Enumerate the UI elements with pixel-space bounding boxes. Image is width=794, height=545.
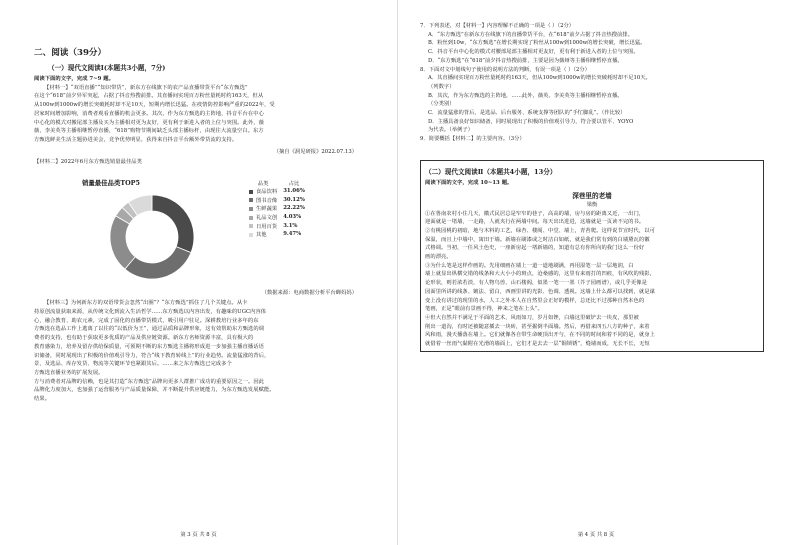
question-8-options <box>420 74 764 135</box>
text-line: 削出一道沟，有时还被随意插去一块砖，甚至掘倒半面墙。然后，再借来四五八方的种子，来着 <box>425 323 650 330</box>
text-line: （列数字） <box>428 83 455 90</box>
legend-label: 图书音像 <box>256 197 278 204</box>
text-line: 笔画，正是“眼前有景画不得，神来之笔在上头”。 <box>425 306 543 313</box>
legend-swatch <box>249 224 253 228</box>
text-line: 在这个“618”前夕异军突起，占据了抖音热搜前排。其直播间实现百万粉丝量耗时约163天，但从 <box>34 93 264 100</box>
text-line: A．其直播间实现百万粉丝量耗时约163天，但从100w到1000w的增长突破耗时却不足10天。 <box>428 75 651 82</box>
legend-row <box>246 187 308 196</box>
text-line: 变上没有讲过的现里的水，人工之外本人在自然里会正好的模样，总还比不过那种自然本色的 <box>425 297 645 304</box>
legend-label: 日用百货 <box>256 223 278 230</box>
reading-two-box <box>420 160 764 352</box>
instruction-two: 阅读下面的文字，完成 10~13 题。 <box>425 179 513 186</box>
donut-slice-图书音像 <box>125 247 191 279</box>
text-line: ④但大自然并不满足于平面的艺术，风雨如刀，岁月如锉，白墙这里破铲去一块皮，那里被 <box>425 314 639 321</box>
section-title: 二、阅读（39分） <box>34 48 107 58</box>
text-line: 方甄选在选品工作上逃离了以往的“以低价为王”，通过品质和品牌形象，这有效帮助东方甄选的调 <box>34 326 265 333</box>
legend-value: 30.12% <box>283 196 305 203</box>
text-line: 中心化的模式对搬尾部主播及买为主播相对更为友好，更有利于新进入者的上位与突围。此外，薇 <box>34 119 264 126</box>
material-three <box>34 299 375 403</box>
story-author: 梁衡 <box>586 201 598 208</box>
material-one-source: （摘自《洞见研报》2022.07.13） <box>273 148 357 155</box>
legend-label: 食品饮料 <box>256 189 278 196</box>
text-line: 景，及选品、库存发货、物流等关键环节也紧跟其后。……来之东方甄选已完成多个 <box>34 361 232 368</box>
text-line: 论形状，则若浓若淡，有人物鸟兽、山石楼阁，似墨一笔一一墨（芥子园画谱），或几乎更像是 <box>425 280 647 287</box>
text-line: 为代表。（举例子） <box>428 127 474 134</box>
subsection-two-title: （二）现代文阅读Ⅱ（本题共4小题，13分） <box>425 167 557 176</box>
legend-row <box>246 230 308 239</box>
text-line: 园面里所讲的线条、皴法、留白，西画里讲的光影、色调、透视。这墙上什么都可以找到，就是谋 <box>425 288 655 295</box>
text-line: 持原创流量获取来源，从传统文化到流入生活哲学……东方甄选以内容出发，有趣味的UGC内容体 <box>34 309 267 316</box>
question-7-options <box>420 31 764 66</box>
text-line: C．流量猛涨的背后，是选品、后台服务、系统支撑等团队的“手忙脚乱”。（作比较） <box>428 110 626 117</box>
chart-title: 销量最佳品类TOP5 <box>82 179 140 188</box>
chart-legend <box>246 178 308 238</box>
text-line: 费者的支持，也有助于获取更多优质的产品及供应链资源。新东方名师资源丰富，具有极大的 <box>34 335 254 342</box>
legend-swatch <box>249 233 253 237</box>
legend-row <box>246 221 308 230</box>
text-line: 居家时间增加影响，消费者观看直播的机会更多。其次，作为东方甄选的主阵地，抖音平台在中心 <box>34 110 264 117</box>
legend-value: 31.06% <box>283 188 305 195</box>
text-line: B．粉丝到10w，“东方甄选”在增长期实现了粉丝从100w到1000w的增长突破，增长迅猛。 <box>428 40 646 47</box>
text-line: 式格调。当初，一任风土色史，一座新房起一堵新墙的，知道有总有你所向的我门这么一份好 <box>425 245 645 252</box>
answer-space <box>420 144 764 158</box>
legend-value: 4.03% <box>283 214 302 220</box>
text-line: 【材料一】“双语直播”“知识带货”，新东方在线旗下的农产品直播带货平台“东方甄选” <box>44 84 248 91</box>
text-line: 风和雨，漫天播落在墙上。它们就像各自带生命硬顶出开与，在不同的时间和着不同的是，就身上 <box>425 332 655 339</box>
text-line: 教育感染力，培养及留存供给保质量，可预期不断的东方甄选主播将形成进一步加强主播直播话语 <box>34 343 264 350</box>
text-line: B．其次，作为东方甄选的主阵地，……此外，薇英、李美英等主播相继暂停直播。 <box>428 92 623 99</box>
material-one <box>34 84 375 145</box>
text-line: C．抖音平台中心化的模式对腰部尾部主播相对更友好，更有利于新进入者的上位与突围。 <box>428 49 639 56</box>
legend-value: 9.47% <box>283 231 302 238</box>
legend-header-category: 品类 <box>257 180 269 187</box>
text-line: 心，融合教育、助农元素，完成了固化的直播带货模式，吸引用户驻足。深耕教培行业多年的东 <box>34 317 259 324</box>
question-7: 7．下列表述，对【材料一】内容理解不正确的一项是（ ）（2分） <box>420 23 575 29</box>
text-line: 结果。 <box>34 396 51 403</box>
legend-swatch <box>249 216 253 220</box>
right-page <box>397 0 794 545</box>
legend-label: 生鲜蔬果 <box>256 206 278 213</box>
donut-slice-生鲜蔬果 <box>110 216 135 269</box>
text-line: D．“东方甄选”在“618”前夕抖音热搜前排，主要是因为薇娅等主播相继暂停直播。 <box>428 57 623 64</box>
legend-label: 礼品文创 <box>256 215 278 221</box>
text-line: 画的漂亮。 <box>425 254 452 261</box>
legend-header-share: 占比 <box>288 180 300 187</box>
donut-slice-食品饮料 <box>152 195 194 253</box>
story-body <box>425 210 759 349</box>
text-line: （分类别） <box>428 101 455 108</box>
legend-row <box>246 213 308 222</box>
text-line: D．主播具备良好知识储备，同时展现出了积极的价值观引导力，符合要以管平、YOYO <box>428 118 634 125</box>
legend-value: 22.22% <box>283 205 305 212</box>
question-8: 8．下面对文中划线句子使用的说明方法的判断，有误一项是（ ）（2分） <box>420 66 590 73</box>
donut-chart <box>72 182 232 292</box>
text-line: 方甄选鲜美生活主题协进美会，竞争优势明显，获得来自抖音平台额外带货流的支持。 <box>34 136 238 143</box>
legend-swatch <box>249 207 253 211</box>
chart-source: （数据来源：电商数据分析平台蝉妈妈） <box>261 290 357 297</box>
page-footer-left: 第 3 页 共 8 页 <box>180 532 217 538</box>
text-line: 薇，李美英等主播相继暂停直播，“618”购物节期间缺乏头部主播标杆，由现往大流量空白。东方 <box>34 128 264 135</box>
material-two-title: 【材料二】2022年6月东方甄选销量最佳品类 <box>34 158 142 165</box>
subsection-title: （一）现代文阅读Ⅰ(本题共3小题，7分) <box>48 64 166 72</box>
text-line: ②有桃园桃的初暗，地与木料的工艺，绿杏、楼阁、中堂、墙上，青苔爬。这样说节宣时代，以可 <box>425 227 655 234</box>
text-line: 方与消费者对品牌的信赖，也是其打造“东方甄选”品牌向更多人群推广成功的重要原因之一。因此 <box>34 378 265 385</box>
instruction: 阅读下面的文字，完成 7~9 题。 <box>34 76 114 82</box>
page-footer-right: 第 4 页 共 8 页 <box>577 532 615 538</box>
text-line: 迎面就是一堵墙，一走路，人就夹行在两墙中间。每天出出进进，这墙就是一页读不完的书。 <box>425 219 645 226</box>
text-line: 品牌化力度加大，也加强了运营服务与产品质量保障，并不断提升供应链能力，为东方甄选发展赋能。 <box>34 387 275 394</box>
text-line: ③为什么笔是这样作画的。先用细画在墙上一道一道地刷满，再用湿笔一层一层地润，白 <box>425 262 634 269</box>
text-line: 方甄选直播业务的扩展发展。 <box>34 369 104 376</box>
text-line: ①在鲁南农村小住几天，徽式民居总是窄窄的巷子，高高的墙，房与房的距离又近，一出门， <box>425 210 645 217</box>
question-9: 9．简要概括【材料二】的主要内容。（3分） <box>420 136 525 143</box>
text-line: 墙上就显出纵横交错的线条和大大小小的斑点，沧桑感的，这里有来雨打的凹痕，有风吹的残影， <box>425 271 655 278</box>
legend-label: 其他 <box>256 232 267 239</box>
text-line: 【材料三】为何新东方的双语带货会忽然“出圈”？“东方甄选”抓住了几个关键点。从卡 <box>44 300 248 307</box>
legend-swatch <box>249 198 253 202</box>
text-line: 识储备，同时展现出了积极的价值观引导力，符合“线下教育转线上”的行业趋势。流量猛涨的背后， <box>34 352 270 359</box>
category-chart <box>34 168 375 286</box>
text-line: 从100w到1000w的增长突破耗时却不足10天，短期内增长迅猛。在疫情防控影响严重的2022年，受 <box>34 102 275 109</box>
text-line: 保温，而且上中墙中，寓田于墙。新墙在刷漆或之时洁白如纸，就是我们常有到的白墙黛瓦的徽 <box>425 236 650 243</box>
legend-row <box>246 196 308 205</box>
text-line: 就借着一丝雨气黏附在光滑的墙面上，它们才是去去一层“铜锁锈”，缝墙而成，无长不长，无短 <box>425 341 650 348</box>
legend-row <box>246 204 308 213</box>
text-line: A．“东方甄选”在新东方在线旗下的直播带货平台，在“618”前夕占据了抖音热搜前排。 <box>428 31 633 38</box>
legend-value: 3.1% <box>283 222 298 229</box>
legend-swatch <box>249 190 253 194</box>
story-title: 深巷里的老墙 <box>572 191 612 200</box>
